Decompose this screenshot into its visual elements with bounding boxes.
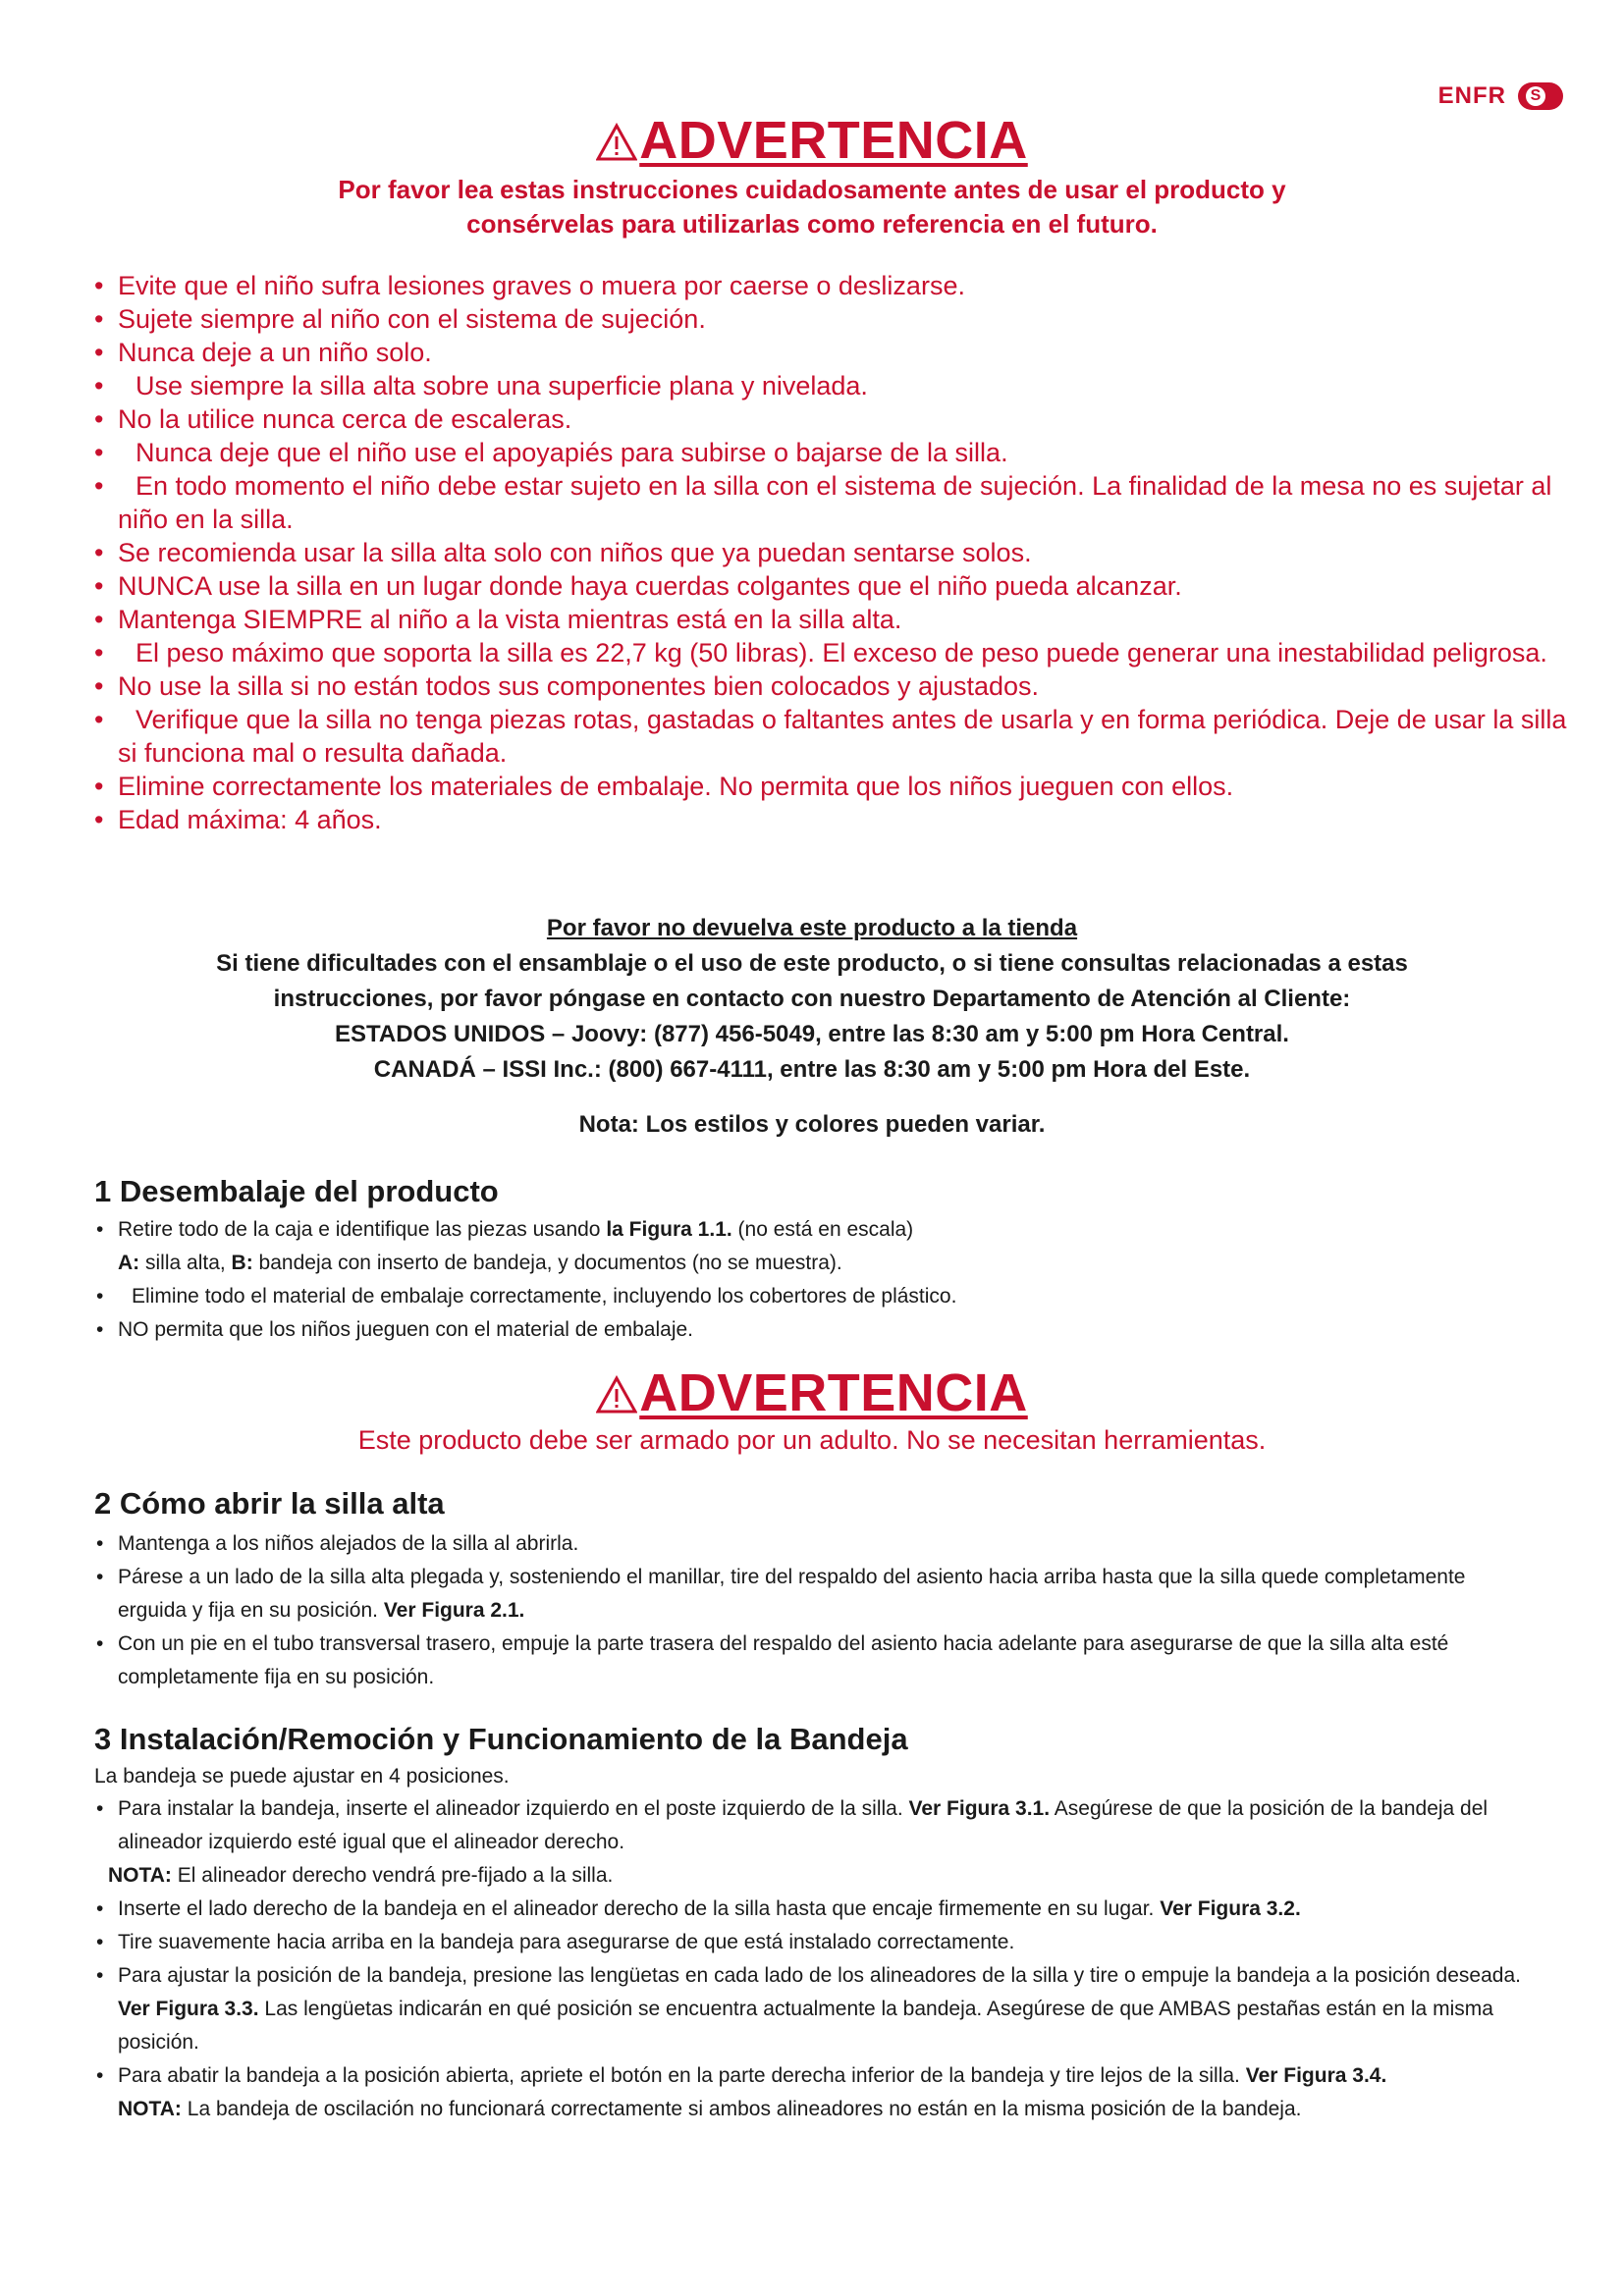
- do-not-return-heading: Por favor no devuelva este producto a la tienda: [546, 915, 1078, 941]
- list-item: • NO permita que los niños jueguen con el material de embalaje.: [96, 1313, 1540, 1347]
- list-item: • Párese a un lado de la silla alta plegada y, sosteniendo el manillar, tire del respaldo del asiento hacia arriba hasta que la silla quede completamente erguida y fija en su posición. Ver Figura 2.1.: [96, 1561, 1540, 1628]
- list-item: • Mantenga a los niños alejados de la silla al abrirla.: [96, 1527, 1540, 1561]
- warning-triangle-icon: [596, 123, 637, 162]
- warning-item: • Sujete siempre al niño con el sistema de sujeción.: [94, 302, 1567, 336]
- section-3-list: [96, 1792, 1540, 2126]
- contact-line-1: Si tiene dificultades con el ensamblaje o el uso de este producto, o si tiene consultas relacionadas a estas: [216, 950, 1408, 977]
- warning-item: • Nunca deje a un niño solo.: [94, 336, 1567, 369]
- warning-item: • Se recomienda usar la silla alta solo con niños que ya puedan sentarse solos.: [94, 536, 1567, 569]
- list-item: • Inserte el lado derecho de la bandeja en el alineador derecho de la silla hasta que encaje firmemente en su lugar. Ver Figura 3.2.: [96, 1893, 1540, 1926]
- warning-item: • Edad máxima: 4 años.: [94, 803, 1567, 836]
- warning-list: [94, 269, 1567, 836]
- list-item: • Retire todo de la caja e identifique las piezas usando la Figura 1.1. (no está en escala): [96, 1213, 1540, 1247]
- warning-item: • Use siempre la silla alta sobre una superficie plana y nivelada.: [94, 369, 1567, 402]
- active-language-tab[interactable]: [1518, 82, 1563, 110]
- list-item: • Para abatir la bandeja a la posición abierta, apriete el botón en la parte derecha inferior de la bandeja y tire lejos de la silla. Ver Figura 3.4.: [96, 2059, 1540, 2093]
- warning-item: • Verifique que la silla no tenga piezas rotas, gastadas o faltantes antes de usarla y en forma periódica. Deje de usar la silla si funciona mal o resulta dañada.: [94, 703, 1567, 770]
- warning-item: • Mantenga SIEMPRE al niño a la vista mientras está en la silla alta.: [94, 603, 1567, 636]
- warning-item: • NUNCA use la silla en un lugar donde haya cuerdas colgantes que el niño pueda alcanzar.: [94, 569, 1567, 603]
- list-item: • Para ajustar la posición de la bandeja, presione las lengüetas en cada lado de los alineadores de la silla y tire o empuje la bandeja a la posición deseada. Ver Figura 3.3. Las lengüetas indicarán en qué posición se encuentra actualmente la bandeja. Asegúrese de que AMBAS pestañas están en la misma posición.: [96, 1959, 1540, 2059]
- list-item: • Tire suavemente hacia arriba en la bandeja para asegurarse de que está instalado correctamente.: [96, 1926, 1540, 1959]
- section-1-title: 1 Desembalaje del producto: [94, 1174, 499, 1208]
- section-1-list: [96, 1213, 1540, 1347]
- assembly-warning: Este producto debe ser armado por un adulto. No se necesitan herramientas.: [357, 1425, 1267, 1455]
- warning-triangle-icon: [596, 1375, 637, 1415]
- warning-title-2: ADVERTENCIA: [0, 1362, 1624, 1423]
- active-language-letter: S: [1526, 86, 1545, 106]
- list-item: • Con un pie en el tubo transversal trasero, empuje la parte trasera del respaldo del asiento hacia adelante para asegurarse de que la silla alta esté completamente fija en su posición.: [96, 1628, 1540, 1694]
- section-2-title: 2 Cómo abrir la silla alta: [94, 1486, 445, 1521]
- warning-item: • No use la silla si no están todos sus componentes bien colocados y ajustados.: [94, 669, 1567, 703]
- warning-item: • Evite que el niño sufra lesiones graves o muera por caerse o deslizarse.: [94, 269, 1567, 302]
- warning-title: ADVERTENCIA: [0, 110, 1624, 171]
- section-2-list: [96, 1527, 1540, 1694]
- list-item: A: silla alta, B: bandeja con inserto de bandeja, y documentos (no se muestra).: [118, 1252, 842, 1274]
- styles-note: Nota: Los estilos y colores pueden variar.: [578, 1111, 1046, 1138]
- warning-item: • No la utilice nunca cerca de escaleras.: [94, 402, 1567, 436]
- customer-service-block: [0, 911, 1624, 1088]
- contact-line-2: instrucciones, por favor póngase en contacto con nuestro Departamento de Atención al Cliente:: [273, 986, 1351, 1012]
- note-item: NOTA: La bandeja de oscilación no funcionará correctamente si ambos alineadores no están en la misma posición de la bandeja.: [118, 2098, 1302, 2120]
- section-3-intro: La bandeja se puede ajustar en 4 posiciones.: [94, 1765, 510, 1788]
- warning-intro-line-2: consérvelas para utilizarlas como referencia en el futuro.: [466, 209, 1158, 239]
- warning-item: • El peso máximo que soporta la silla es 22,7 kg (50 libras). El exceso de peso puede generar una inestabilidad peligrosa.: [94, 636, 1567, 669]
- contact-canada: CANADÁ – ISSI Inc.: (800) 667-4111, entre las 8:30 am y 5:00 pm Hora del Este.: [373, 1056, 1251, 1083]
- warning-intro: [0, 173, 1624, 241]
- warning-item: • En todo momento el niño debe estar sujeto en la silla con el sistema de sujeción. La finalidad de la mesa no es sujetar al niño en la silla.: [94, 469, 1567, 536]
- warning-intro-line-1: Por favor lea estas instrucciones cuidadosamente antes de usar el producto y: [338, 175, 1286, 204]
- list-item: • Para instalar la bandeja, inserte el alineador izquierdo en el poste izquierdo de la silla. Ver Figura 3.1. Asegúrese de que la posición de la bandeja del alineador izquierdo esté igual que el alineador derecho.: [96, 1792, 1540, 1859]
- warning-item: • Nunca deje que el niño use el apoyapiés para subirse o bajarse de la silla.: [94, 436, 1567, 469]
- contact-usa: ESTADOS UNIDOS – Joovy: (877) 456-5049, entre las 8:30 am y 5:00 pm Hora Central.: [335, 1021, 1289, 1047]
- language-codes[interactable]: ENFR: [1437, 82, 1506, 109]
- list-item: • Elimine todo el material de embalaje correctamente, incluyendo los cobertores de plástico.: [96, 1280, 1540, 1313]
- language-tabs: [1438, 82, 1563, 110]
- warning-item: • Elimine correctamente los materiales de embalaje. No permita que los niños jueguen con ellos.: [94, 770, 1567, 803]
- section-3-title: 3 Instalación/Remoción y Funcionamiento de la Bandeja: [94, 1722, 908, 1756]
- note-item: NOTA: El alineador derecho vendrá pre-fijado a la silla.: [108, 1864, 614, 1887]
